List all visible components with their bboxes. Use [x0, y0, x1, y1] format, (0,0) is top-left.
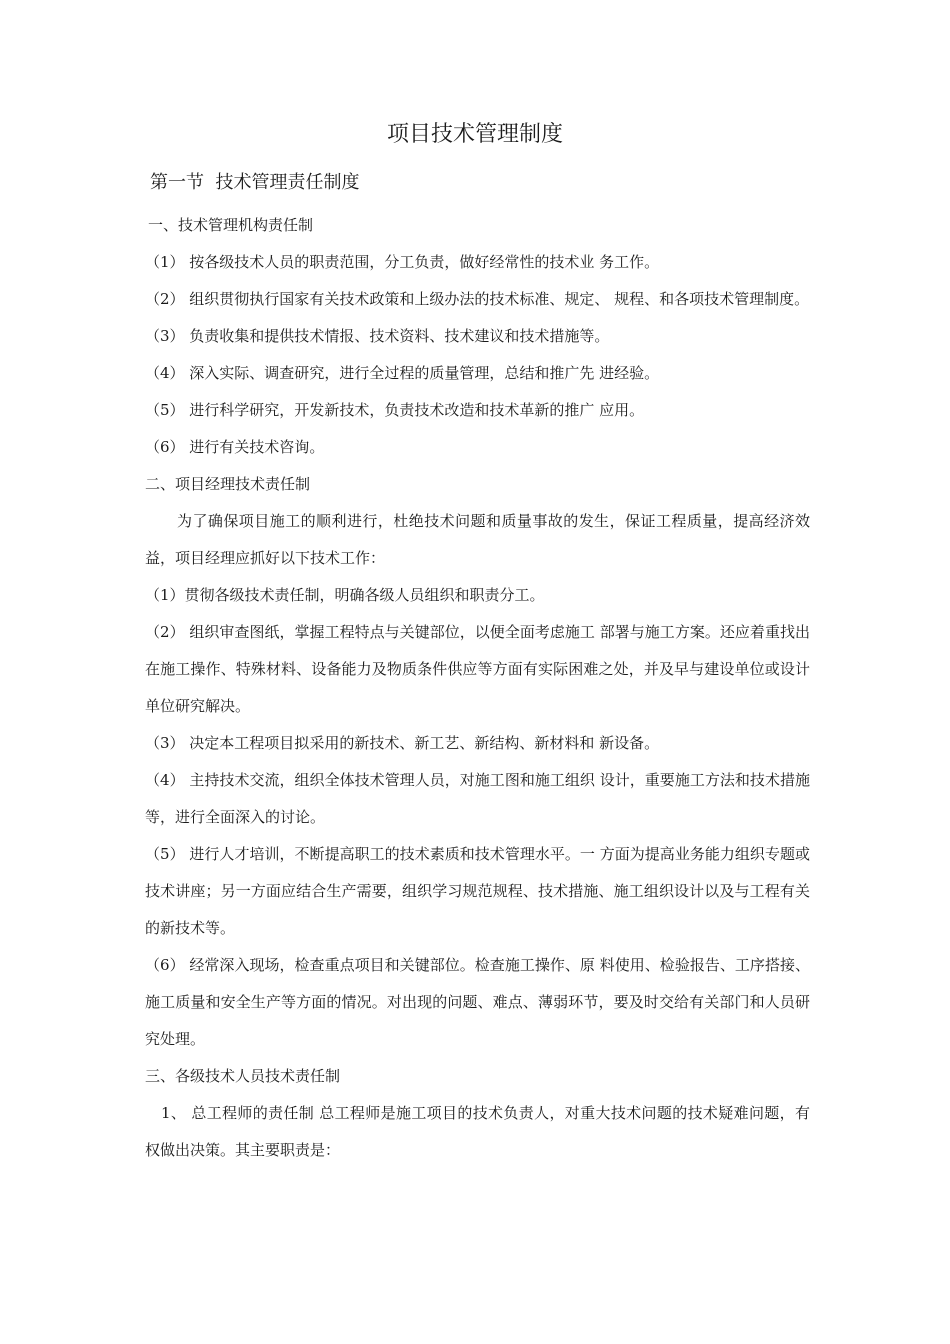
- list-item: （6） 进行有关技术咨询。: [145, 438, 325, 456]
- list-item: （1） 按各级技术人员的职责范围，分工负责，做好经常性的技术业 务工作。: [145, 253, 660, 271]
- list-item: （4） 深入实际、调查研究，进行全过程的质量管理，总结和推广先 进经验。: [145, 364, 660, 382]
- document-title: 项目技术管理制度: [386, 122, 563, 147]
- list-item: （2） 组织审查图纸，掌握工程特点与关键部位，以便全面考虑施工 部署与施工方案。还应着重找出在施工操作、特殊材料、设备能力及物质条件供应等方面有实际困难之处，并及早与建设单位或设计单位研究解决。: [145, 623, 810, 715]
- document-body: [145, 207, 810, 1169]
- heading-3: 三、各级技术人员技术责任制: [145, 1067, 341, 1085]
- section-title: 第一节 技术管理责任制度: [150, 172, 360, 193]
- intro-paragraph: 为了确保项目施工的顺利进行，杜绝技术问题和质量事故的发生，保证工程质量，提高经济效益，项目经理应抓好以下技术工作：: [145, 512, 810, 567]
- list-item: （5） 进行科学研究，开发新技术，负责技术改造和技术革新的推广 应用。: [145, 401, 645, 419]
- list-item: （6） 经常深入现场，检查重点项目和关键部位。检查施工操作、原 料使用、检验报告、工序搭接、施工质量和安全生产等方面的情况。对出现的问题、难点、薄弱环节，要及时交给有关部门和人员研究处理。: [145, 956, 810, 1048]
- list-item: （3） 负责收集和提供技术情报、技术资料、技术建议和技术措施等。: [145, 327, 610, 345]
- list-item: （5） 进行人才培训，不断提高职工的技术素质和技术管理水平。一 方面为提高业务能力组织专题或技术讲座；另一方面应结合生产需要，组织学习规范规程、技术措施、施工组织设计以及与工程有关的新技术等。: [145, 845, 810, 937]
- list-item: （3） 决定本工程项目拟采用的新技术、新工艺、新结构、新材料和 新设备。: [145, 734, 660, 752]
- heading-1: 一、技术管理机构责任制: [148, 216, 314, 234]
- heading-2: 二、项目经理技术责任制: [145, 475, 311, 493]
- chief-engineer-paragraph: 1、 总工程师的责任制 总工程师是施工项目的技术负责人，对重大技术问题的技术疑难问题，有权做出决策。其主要职责是：: [145, 1104, 810, 1159]
- list-item: （4） 主持技术交流，组织全体技术管理人员，对施工图和施工组织 设计，重要施工方法和技术措施等，进行全面深入的讨论。: [145, 771, 810, 826]
- list-item: （2） 组织贯彻执行国家有关技术政策和上级办法的技术标准、规定、 规程、和各项技术管理制度。: [145, 290, 810, 308]
- list-item: （1）贯彻各级技术责任制，明确各级人员组织和职责分工。: [145, 586, 545, 604]
